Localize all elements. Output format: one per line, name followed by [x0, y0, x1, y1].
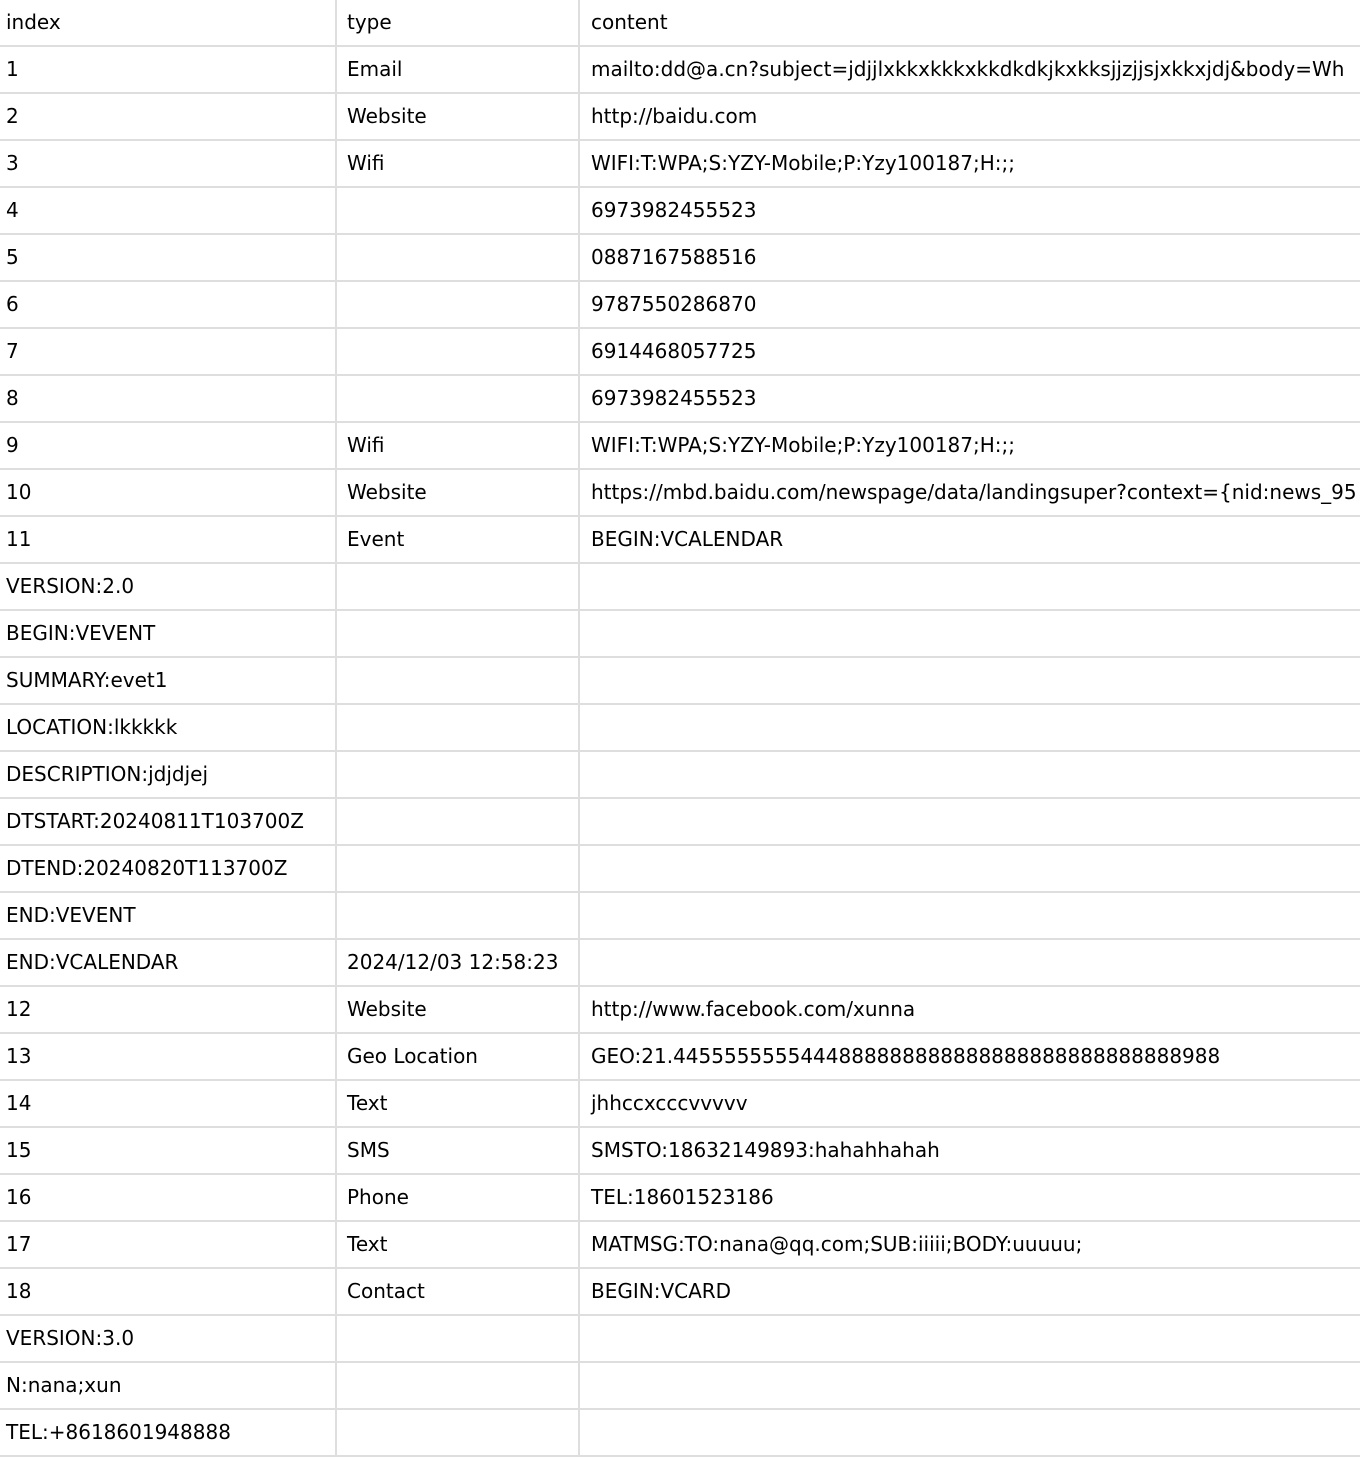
- cell-index[interactable]: 6: [0, 281, 336, 328]
- cell-content[interactable]: [579, 798, 1360, 845]
- cell-index[interactable]: 2: [0, 93, 336, 140]
- cell-content[interactable]: 6914468057725: [579, 328, 1360, 375]
- cell-type[interactable]: SMS: [336, 1127, 579, 1174]
- table-row: [0, 1174, 1360, 1221]
- cell-content[interactable]: [579, 892, 1360, 939]
- header-index[interactable]: index: [0, 0, 336, 46]
- table-row: [0, 187, 1360, 234]
- cell-index[interactable]: 15: [0, 1127, 336, 1174]
- cell-content[interactable]: 6973982455523: [579, 375, 1360, 422]
- table-row: [0, 516, 1360, 563]
- table-row: [0, 986, 1360, 1033]
- table-row: [0, 140, 1360, 187]
- cell-index[interactable]: 3: [0, 140, 336, 187]
- table-row: [0, 1268, 1360, 1315]
- cell-index[interactable]: 12: [0, 986, 336, 1033]
- cell-type[interactable]: [336, 563, 579, 610]
- cell-type[interactable]: [336, 657, 579, 704]
- cell-index[interactable]: N:nana;xun: [0, 1362, 336, 1409]
- cell-type[interactable]: [336, 281, 579, 328]
- cell-content[interactable]: MATMSG:TO:nana@qq.com;SUB:iiiii;BODY:uuuuu;: [579, 1221, 1360, 1268]
- cell-type[interactable]: Event: [336, 516, 579, 563]
- cell-content[interactable]: WIFI:T:WPA;S:YZY-Mobile;P:Yzy100187;H:;;: [579, 140, 1360, 187]
- cell-type[interactable]: Website: [336, 93, 579, 140]
- cell-content[interactable]: [579, 657, 1360, 704]
- cell-type[interactable]: [336, 187, 579, 234]
- cell-index[interactable]: 1: [0, 46, 336, 93]
- cell-type[interactable]: Phone: [336, 1174, 579, 1221]
- table-row: [0, 563, 1360, 610]
- cell-content[interactable]: http://www.facebook.com/xunna: [579, 986, 1360, 1033]
- cell-type[interactable]: Contact: [336, 1268, 579, 1315]
- cell-content[interactable]: [579, 845, 1360, 892]
- table-row: [0, 93, 1360, 140]
- cell-index[interactable]: 18: [0, 1268, 336, 1315]
- table-row: [0, 610, 1360, 657]
- cell-type[interactable]: [336, 892, 579, 939]
- cell-type[interactable]: [336, 751, 579, 798]
- cell-content[interactable]: BEGIN:VCARD: [579, 1268, 1360, 1315]
- cell-index[interactable]: SUMMARY:evet1: [0, 657, 336, 704]
- table-row: [0, 939, 1360, 986]
- cell-type[interactable]: [336, 328, 579, 375]
- table-row: [0, 845, 1360, 892]
- table-row: [0, 375, 1360, 422]
- table-row: [0, 46, 1360, 93]
- cell-index[interactable]: 7: [0, 328, 336, 375]
- table-row: [0, 1409, 1360, 1456]
- cell-index[interactable]: 5: [0, 234, 336, 281]
- cell-index[interactable]: DTEND:20240820T113700Z: [0, 845, 336, 892]
- cell-type[interactable]: Wifi: [336, 422, 579, 469]
- table-row: [0, 234, 1360, 281]
- cell-content[interactable]: [579, 1362, 1360, 1409]
- table-row: [0, 1362, 1360, 1409]
- cell-type[interactable]: Text: [336, 1221, 579, 1268]
- table-row: [0, 657, 1360, 704]
- cell-index[interactable]: 10: [0, 469, 336, 516]
- table-row: [0, 1315, 1360, 1362]
- cell-content[interactable]: [579, 939, 1360, 986]
- cell-index[interactable]: TEL:+8618601948888: [0, 1409, 336, 1456]
- cell-index[interactable]: 13: [0, 1033, 336, 1080]
- cell-content[interactable]: 0887167588516: [579, 234, 1360, 281]
- cell-type[interactable]: [336, 375, 579, 422]
- cell-content[interactable]: 6973982455523: [579, 187, 1360, 234]
- cell-index[interactable]: BEGIN:VEVENT: [0, 610, 336, 657]
- table-row: [0, 892, 1360, 939]
- table-row: [0, 751, 1360, 798]
- cell-index[interactable]: LOCATION:lkkkkk: [0, 704, 336, 751]
- cell-type[interactable]: [336, 1409, 579, 1456]
- cell-content[interactable]: 9787550286870: [579, 281, 1360, 328]
- cell-type[interactable]: Website: [336, 469, 579, 516]
- cell-content[interactable]: SMSTO:18632149893:hahahhahah: [579, 1127, 1360, 1174]
- table-row: [0, 469, 1360, 516]
- cell-index[interactable]: 8: [0, 375, 336, 422]
- cell-type[interactable]: Wifi: [336, 140, 579, 187]
- cell-content[interactable]: [579, 704, 1360, 751]
- cell-type[interactable]: [336, 845, 579, 892]
- cell-content[interactable]: https://mbd.baidu.com/newspage/data/landingsuper?context={nid:news_95: [579, 469, 1360, 516]
- cell-type[interactable]: [336, 704, 579, 751]
- cell-content[interactable]: jhhccxcccvvvvv: [579, 1080, 1360, 1127]
- cell-content[interactable]: [579, 563, 1360, 610]
- cell-content[interactable]: [579, 610, 1360, 657]
- header-type[interactable]: type: [336, 0, 579, 46]
- cell-index[interactable]: END:VCALENDAR: [0, 939, 336, 986]
- cell-type[interactable]: [336, 798, 579, 845]
- cell-content[interactable]: [579, 1409, 1360, 1456]
- table-row: [0, 1127, 1360, 1174]
- cell-index[interactable]: END:VEVENT: [0, 892, 336, 939]
- cell-type[interactable]: Email: [336, 46, 579, 93]
- cell-index[interactable]: 4: [0, 187, 336, 234]
- cell-index[interactable]: 11: [0, 516, 336, 563]
- cell-index[interactable]: VERSION:3.0: [0, 1315, 336, 1362]
- cell-content[interactable]: TEL:18601523186: [579, 1174, 1360, 1221]
- cell-type[interactable]: [336, 610, 579, 657]
- table-row: [0, 1033, 1360, 1080]
- header-row: [0, 0, 1360, 46]
- cell-content[interactable]: mailto:dd@a.cn?subject=jdjjlxkkxkkkxkkdkdkjkxkksjjzjjsjxkkxjdj&body=Wh: [579, 46, 1360, 93]
- cell-type[interactable]: [336, 1315, 579, 1362]
- cell-type[interactable]: 2024/12/03 12:58:23: [336, 939, 579, 986]
- cell-content[interactable]: [579, 751, 1360, 798]
- table-row: [0, 1080, 1360, 1127]
- cell-type[interactable]: Geo Location: [336, 1033, 579, 1080]
- cell-content[interactable]: BEGIN:VCALENDAR: [579, 516, 1360, 563]
- cell-index[interactable]: 16: [0, 1174, 336, 1221]
- cell-content[interactable]: WIFI:T:WPA;S:YZY-Mobile;P:Yzy100187;H:;;: [579, 422, 1360, 469]
- cell-index[interactable]: DESCRIPTION:jdjdjej: [0, 751, 336, 798]
- table-row: [0, 1221, 1360, 1268]
- table-row: [0, 704, 1360, 751]
- cell-type[interactable]: Text: [336, 1080, 579, 1127]
- header-content[interactable]: content: [579, 0, 1360, 46]
- cell-index[interactable]: VERSION:2.0: [0, 563, 336, 610]
- cell-content[interactable]: http://baidu.com: [579, 93, 1360, 140]
- cell-index[interactable]: 14: [0, 1080, 336, 1127]
- table-row: [0, 422, 1360, 469]
- cell-index[interactable]: DTSTART:20240811T103700Z: [0, 798, 336, 845]
- cell-index[interactable]: 17: [0, 1221, 336, 1268]
- cell-type[interactable]: Website: [336, 986, 579, 1033]
- cell-type[interactable]: [336, 1362, 579, 1409]
- cell-index[interactable]: 9: [0, 422, 336, 469]
- table-row: [0, 281, 1360, 328]
- cell-content[interactable]: [579, 1315, 1360, 1362]
- cell-content[interactable]: GEO:21.4455555555444888888888888888888888888888988: [579, 1033, 1360, 1080]
- table-row: [0, 328, 1360, 375]
- table-row: [0, 798, 1360, 845]
- cell-type[interactable]: [336, 234, 579, 281]
